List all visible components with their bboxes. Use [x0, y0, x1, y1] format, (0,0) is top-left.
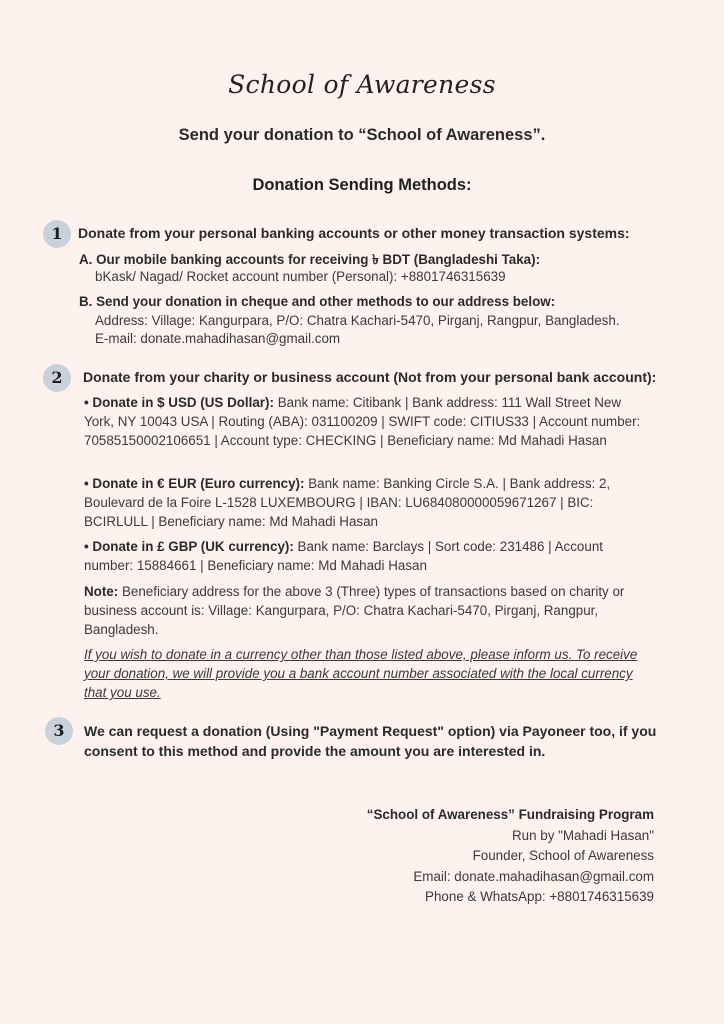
section-3-number-badge: 3	[45, 717, 73, 745]
eur-label: • Donate in € EUR (Euro currency):	[84, 476, 305, 491]
program-title: “School of Awareness” Fundraising Program	[366, 807, 654, 822]
beneficiary-note	[84, 582, 656, 639]
other-currency-note: If you wish to donate in a currency other than those listed above, please inform us. To receive your donation, we will provide you a bank account number associated with the local currency that you use.	[84, 647, 638, 700]
section-3-text: We can request a donation (Using "Payment Request" option) via Payoneer too, if you consent to this method and provide the amount you are interested in.	[84, 723, 657, 759]
gbp-label: • Donate in £ GBP (UK currency):	[84, 539, 294, 554]
note-text: Beneficiary address for the above 3 (Three) types of transactions based on charity or business account is: Village: Kangurpara, P/O: Chatra Kachari-5470, Pirganj, Rangpur, Bangladesh.	[84, 584, 625, 637]
eur-bank-details	[84, 474, 654, 531]
section-2-number-badge: 2	[43, 364, 71, 392]
section-1-number-badge: 1	[43, 220, 71, 248]
usd-label: • Donate in $ USD (US Dollar):	[84, 395, 274, 410]
usd-text: Bank name: Citibank | Bank address: 111 Wall Street New York, NY 10043 USA | Routing (ABA): 031100209 | SWIFT code: CITIUS33 | Account number: 70585150002106651 | Account type: CHECKING | Beneficiary name: Md Mahadi Hasan	[84, 395, 641, 448]
subtitle: Send your donation to “School of Awareness”.	[178, 126, 546, 144]
run-by: Run by "Mahadi Hasan"	[511, 827, 654, 843]
footer-phone: Phone & WhatsApp: +8801746315639	[425, 889, 654, 904]
note-label: Note:	[84, 584, 119, 599]
postal-address: Address: Village: Kangurpara, P/O: Chatra Kachari-5470, Pirganj, Rangpur, Bangladesh.	[95, 313, 620, 328]
mobile-banking-number: bKask/ Nagad/ Rocket account number (Personal): +8801746315639	[95, 269, 506, 284]
founder-role: Founder, School of Awareness	[472, 848, 654, 863]
section-1b-heading: B. Send your donation in cheque and other methods to our address below:	[79, 294, 556, 309]
section-1-heading: Donate from your personal banking accounts or other money transaction systems:	[78, 225, 630, 241]
contact-email: E-mail: donate.mahadihasan@gmail.com	[95, 331, 341, 346]
gbp-bank-details	[84, 537, 654, 575]
gbp-text: Bank name: Barclays | Sort code: 231486 | Account number: 15884661 | Beneficiary name: Md Mahadi Hasan	[84, 539, 603, 573]
footer-email: Email: donate.mahadihasan@gmail.com	[413, 868, 654, 884]
script-title: School of Awareness	[228, 70, 496, 99]
methods-title: Donation Sending Methods:	[252, 176, 472, 194]
section-1a-heading: A. Our mobile banking accounts for receiving ৳ BDT (Bangladeshi Taka):	[79, 252, 541, 267]
section-2-heading: Donate from your charity or business account (Not from your personal bank account):	[83, 369, 657, 385]
signature-block	[367, 805, 654, 908]
eur-text: Bank name: Banking Circle S.A. | Bank address: 2, Boulevard de la Foire L-1528 LUXEMBOURG | IBAN: LU684080000059671267 | BIC: BCIRLULL | Beneficiary name: Md Mahadi Hasan	[84, 476, 611, 529]
usd-bank-details	[84, 393, 654, 450]
